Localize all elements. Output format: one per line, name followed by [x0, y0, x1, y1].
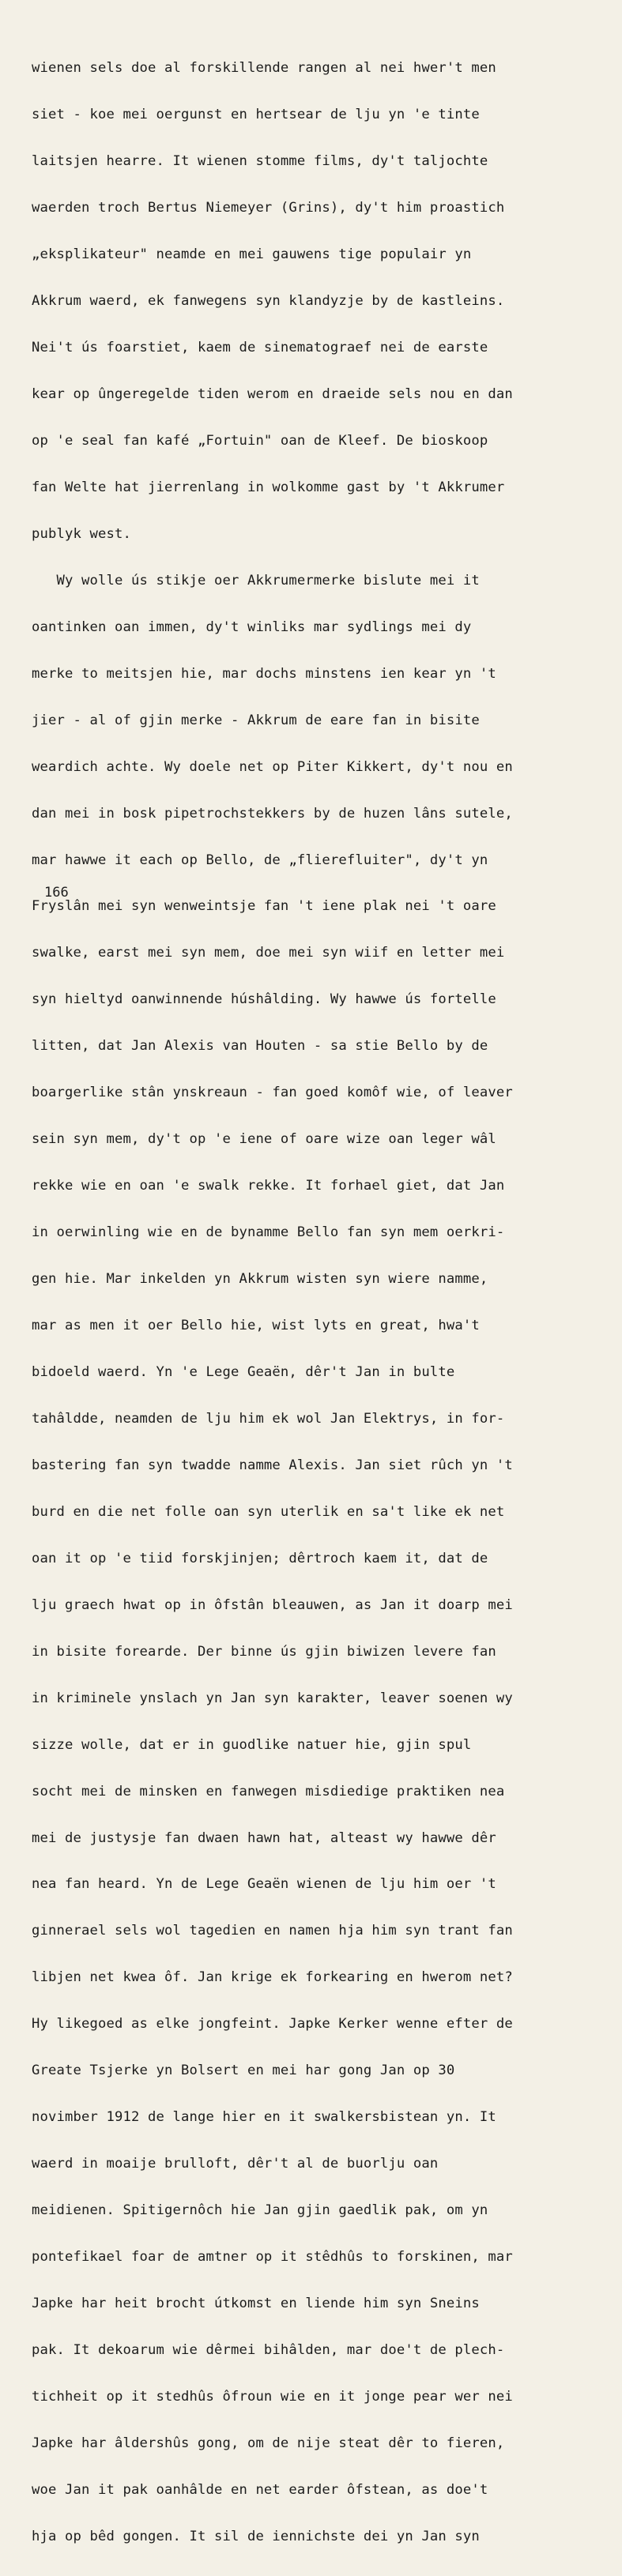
- text-line: pontefikael foar de amtner op it stêdhûs to forskinen, mar: [32, 2249, 513, 2266]
- text-line: rekke wie en oan 'e swalk rekke. It forhael giet, dat Jan: [32, 1178, 505, 1194]
- text-line: bastering fan syn twadde namme Alexis. Jan siet rûch yn 't: [32, 1457, 513, 1473]
- text-line: op 'e seal fan kafé „Fortuin" oan de Kleef. De bioskoop: [32, 432, 488, 449]
- text-line: Fryslân mei syn wenweintsje fan 't iene plak nei 't oare: [32, 898, 496, 915]
- text-line: Nei't ús foarstiet, kaem de sinematograef nei de earste: [32, 340, 488, 356]
- text-line: oan it op 'e tiid forskjinjen; dêrtroch kaem it, dat de: [32, 1550, 488, 1566]
- text-line: fan Welte hat jierrenlang in wolkomme gast by 't Akkrumer: [32, 479, 505, 495]
- text-line: wienen sels doe al forskillende rangen al nei hwer't men: [32, 60, 496, 77]
- text-line: in bisite forearde. Der binne ús gjin biwizen levere fan: [32, 1643, 496, 1660]
- text-line: socht mei de minsken en fanwegen misdiedige praktiken nea: [32, 1783, 505, 1799]
- text-line: tahâldde, neamden de lju him ek wol Jan Elektrys, in for-: [32, 1410, 505, 1427]
- text-line: waerden troch Bertus Niemeyer (Grins), dy't him proastich: [32, 200, 505, 216]
- text-line: gen hie. Mar inkelden yn Akkrum wisten syn wiere namme,: [32, 1271, 488, 1288]
- text-line: kear op ûngeregelde tiden werom en draeide sels nou en dan: [32, 385, 513, 402]
- text-line: sein syn mem, dy't op 'e iene of oare wize oan leger wâl: [32, 1131, 496, 1148]
- text-line: Akkrum waerd, ek fanwegens syn klandyzje by de kastleins.: [32, 293, 505, 310]
- text-line: jier - al of gjin merke - Akkrum de eare fan in bisite: [32, 712, 480, 728]
- text-line: mar as men it oer Bello hie, wist lyts en great, hwa't: [32, 1318, 480, 1334]
- body-text: [32, 30, 601, 2576]
- text-line: siet - koe mei oergunst en hertsear de lju yn 'e tinte: [32, 107, 480, 123]
- text-line: publyk west.: [32, 525, 131, 542]
- text-line: meidienen. Spitigernôch hie Jan gjin gaedlik pak, om yn: [32, 2202, 488, 2219]
- text-line: Greate Tsjerke yn Bolsert en mei har gong Jan op 30: [32, 2063, 455, 2079]
- text-line: novimber 1912 de lange hier en it swalkersbistean yn. It: [32, 2109, 496, 2126]
- text-line: waerd in moaije brulloft, dêr't al de buorlju oan: [32, 2156, 439, 2172]
- text-line: mar hawwe it each op Bello, de „flierefluiter", dy't yn: [32, 852, 488, 868]
- text-line: swalke, earst mei syn mem, doe mei syn wiif en letter mei: [32, 945, 505, 961]
- page-number: 166: [44, 885, 69, 901]
- text-line: laitsjen hearre. It wienen stomme films, dy't taljochte: [32, 153, 488, 170]
- text-line: weardich achte. Wy doele net op Piter Kikkert, dy't nou en: [32, 758, 513, 775]
- text-line: litten, dat Jan Alexis van Houten - sa stie Bello by de: [32, 1038, 488, 1055]
- text-line: tichheit op it stedhûs ôfroun wie en it jonge pear wer nei: [32, 2388, 513, 2405]
- text-line: in kriminele ynslach yn Jan syn karakter, leaver soenen wy: [32, 1690, 513, 1706]
- text-line: libjen net kwea ôf. Jan krige ek forkearing en hwerom net?: [32, 1969, 513, 1986]
- text-line: burd en die net folle oan syn uterlik en sa't like ek net: [32, 1503, 505, 1520]
- text-line: mei de justysje fan dwaen hawn hat, alteast wy hawwe dêr: [32, 1830, 496, 1846]
- text-line: boargerlike stân ynskreaun - fan goed komôf wie, of leaver: [32, 1085, 513, 1101]
- text-line: pak. It dekoarum wie dêrmei bihâlden, mar doe't de plech-: [32, 2342, 505, 2359]
- text-line: dan mei in bosk pipetrochstekkers by de huzen lâns sutele,: [32, 805, 513, 822]
- text-line: in oerwinling wie en de bynamme Bello fan syn mem oerkri-: [32, 1224, 505, 1241]
- text-line: Wy wolle ús stikje oer Akkrumermerke bislute mei it: [32, 572, 480, 589]
- text-line: hja op bêd gongen. It sil de iennichste dei yn Jan syn: [32, 2528, 480, 2544]
- text-line: nea fan heard. Yn de Lege Geaën wienen de lju him oer 't: [32, 1876, 496, 1893]
- text-line: Japke har âldershûs gong, om de nije steat dêr to fieren,: [32, 2435, 505, 2451]
- text-line: Japke har heit brocht útkomst en liende him syn Sneins: [32, 2296, 480, 2312]
- text-line: syn hieltyd oanwinnende húshâlding. Wy hawwe ús fortelle: [32, 991, 496, 1008]
- text-line: ginnerael sels wol tagedien en namen hja him syn trant fan: [32, 1923, 513, 1939]
- text-line: oantinken oan immen, dy't winliks mar sydlings mei dy: [32, 619, 472, 635]
- text-line: sizze wolle, dat er in guodlike natuer hie, gjin spul: [32, 1736, 472, 1753]
- text-line: Hy likegoed as elke jongfeint. Japke Kerker wenne efter de: [32, 2016, 513, 2033]
- text-line: bidoeld waerd. Yn 'e Lege Geaën, dêr't Jan in bulte: [32, 1364, 455, 1380]
- text-line: lju graech hwat op in ôfstân bleauwen, as Jan it doarp mei: [32, 1596, 513, 1613]
- text-line: woe Jan it pak oanhâlde en net earder ôfstean, as doe't: [32, 2481, 488, 2498]
- text-line: „eksplikateur" neamde en mei gauwens tige populair yn: [32, 246, 472, 263]
- text-line: merke to meitsjen hie, mar dochs minstens ien kear yn 't: [32, 665, 496, 682]
